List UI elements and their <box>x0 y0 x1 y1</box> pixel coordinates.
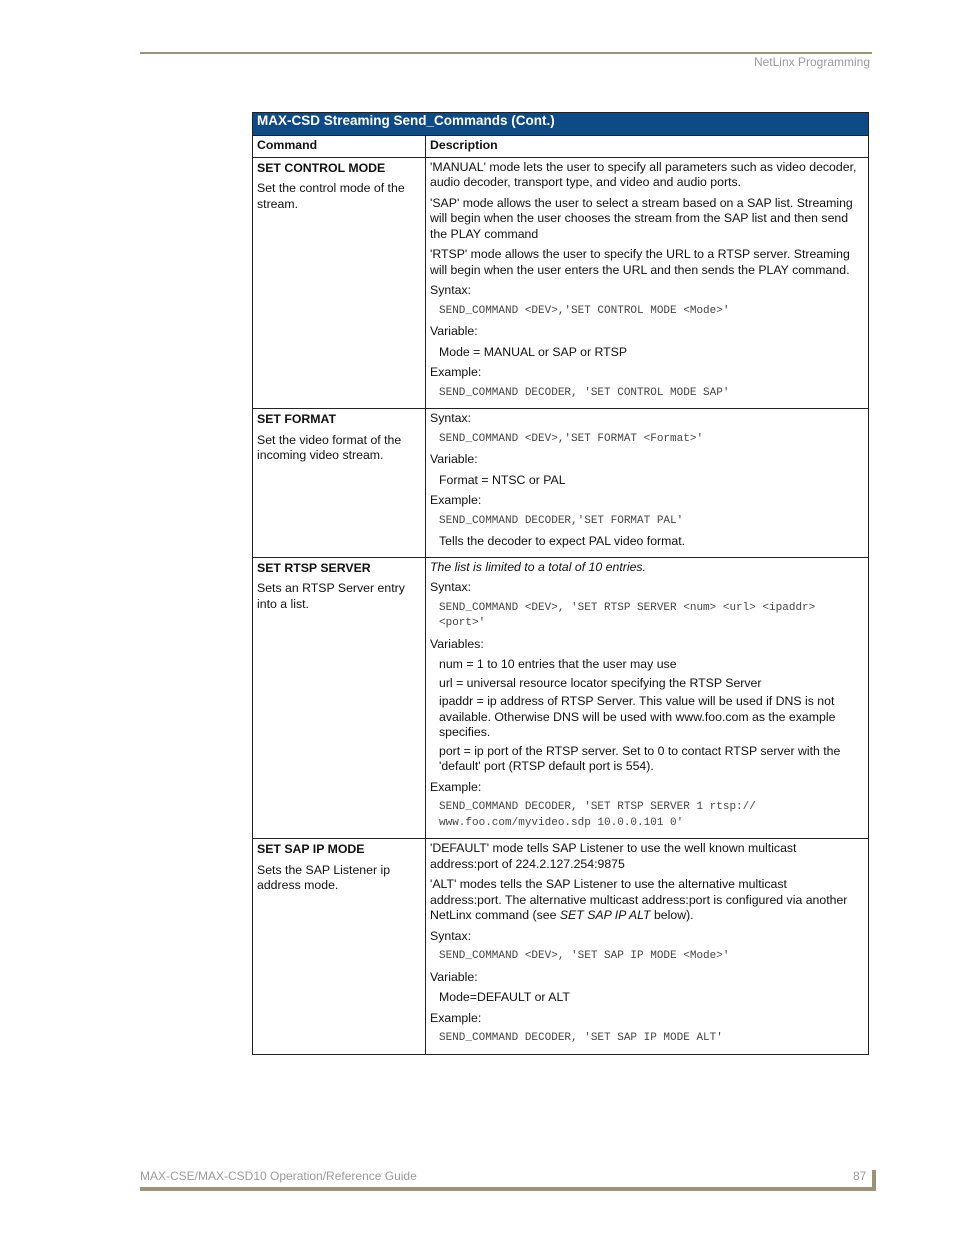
example-note: Tells the decoder to expect PAL video format. <box>439 534 686 548</box>
syntax-label: Syntax: <box>430 283 472 297</box>
example-label: Example: <box>430 1010 482 1025</box>
command-name: SET CONTROL MODE <box>257 160 386 175</box>
syntax-code: SEND_COMMAND <DEV>, 'SET RTSP SERVER <num> <url> <ipaddr> <port>' <box>439 601 816 629</box>
variable-value: url = universal resource locator specifying the RTSP Server <box>439 675 762 690</box>
command-reference: SET SAP IP ALT <box>559 908 651 922</box>
command-cell <box>253 157 426 409</box>
description-paragraph: 'MANUAL' mode lets the user to specify all parameters such as video decoder, audio decoder, transport type, and video and audio ports. <box>430 159 857 189</box>
table-title-row <box>253 113 869 136</box>
column-header-command: Command <box>253 136 426 158</box>
example-code: SEND_COMMAND DECODER, 'SET SAP IP MODE ALT' <box>439 1032 723 1044</box>
syntax-label: Syntax: <box>430 411 472 425</box>
syntax-label: Syntax: <box>430 580 472 594</box>
table-row <box>253 839 869 1055</box>
variable-value: Format = NTSC or PAL <box>439 472 566 487</box>
description-paragraph: 'RTSP' mode allows the user to specify the URL to a RTSP server. Streaming will begin when the user enters the URL and then sends the PLAY command. <box>430 247 850 277</box>
footer-guide-title: MAX-CSE/MAX-CSD10 Operation/Reference Guide <box>140 1169 417 1183</box>
variable-value: ipaddr = ip address of RTSP Server. This value will be used if DNS is not available. Otherwise DNS will be used with www.foo.com as the example specifies. <box>439 694 836 739</box>
command-summary: Set the video format of the incoming video stream. <box>257 432 402 462</box>
description-note: The list is limited to a total of 10 entries. <box>430 559 646 574</box>
variables-label: Variables: <box>430 636 484 651</box>
command-summary: Sets the SAP Listener ip address mode. <box>257 862 391 892</box>
description-paragraph: 'DEFAULT' mode tells SAP Listener to use the well known multicast address:port of 224.2.127.254:9875 <box>430 841 797 871</box>
syntax-code: SEND_COMMAND <DEV>, 'SET SAP IP MODE <Mode>' <box>439 950 730 962</box>
command-name: SET SAP IP MODE <box>257 842 365 856</box>
example-code: SEND_COMMAND DECODER,'SET FORMAT PAL' <box>439 514 684 527</box>
column-header-row <box>253 136 869 158</box>
command-cell <box>253 839 426 1055</box>
table-title: MAX-CSD Streaming Send_Commands (Cont.) <box>253 113 869 136</box>
example-label: Example: <box>430 365 482 379</box>
table-row <box>253 557 869 839</box>
variable-value: Mode=DEFAULT or ALT <box>439 990 570 1004</box>
description-cell <box>426 557 869 839</box>
command-name: SET RTSP SERVER <box>257 560 371 575</box>
example-code: SEND_COMMAND DECODER, 'SET CONTROL MODE SAP' <box>439 386 730 399</box>
page-number: 87 <box>853 1169 867 1183</box>
syntax-label: Syntax: <box>430 928 472 943</box>
variable-value: Mode = MANUAL or SAP or RTSP <box>439 344 628 359</box>
variable-label: Variable: <box>430 969 478 984</box>
syntax-code: SEND_COMMAND <DEV>,'SET CONTROL MODE <Mode>' <box>439 304 730 317</box>
command-cell <box>253 557 426 839</box>
example-code: SEND_COMMAND DECODER, 'SET RTSP SERVER 1 rtsp:// www.foo.com/myvideo.sdp 10.0.0.101 0' <box>439 801 756 829</box>
description-cell <box>426 409 869 558</box>
table-row <box>253 157 869 409</box>
variable-value: num = 1 to 10 entries that the user may use <box>439 657 677 671</box>
command-name: SET FORMAT <box>257 412 337 426</box>
description-paragraph <box>430 877 862 924</box>
header-rule <box>140 52 872 54</box>
footer-rule <box>140 1187 876 1191</box>
example-label: Example: <box>430 779 482 794</box>
variable-label: Variable: <box>430 324 478 338</box>
command-summary: Sets an RTSP Server entry into a list. <box>257 581 405 611</box>
variable-value: port = ip port of the RTSP server. Set to 0 to contact RTSP server with the 'default' port (RTSP default port is 554). <box>439 743 841 773</box>
example-label: Example: <box>430 493 482 507</box>
send-commands-table <box>252 112 869 1055</box>
column-header-description: Description <box>426 136 869 158</box>
description-cell <box>426 157 869 409</box>
description-paragraph: 'SAP' mode allows the user to select a stream based on a SAP list. Streaming will begin when the user chooses the stream from the SAP list and then send the PLAY command <box>430 195 853 241</box>
description-text: below). <box>650 908 694 922</box>
command-summary: Set the control mode of the stream. <box>257 181 405 211</box>
command-cell <box>253 409 426 558</box>
syntax-code: SEND_COMMAND <DEV>,'SET FORMAT <Format>' <box>439 432 704 445</box>
description-text: 'ALT' modes tells the SAP Listener to use the alternative multicast address:port. The alternative multicast address:port is configured via another NetLinx command (see <box>430 877 848 922</box>
description-cell <box>426 839 869 1055</box>
variable-label: Variable: <box>430 452 478 466</box>
table-row <box>253 409 869 558</box>
section-title: NetLinx Programming <box>753 55 870 69</box>
